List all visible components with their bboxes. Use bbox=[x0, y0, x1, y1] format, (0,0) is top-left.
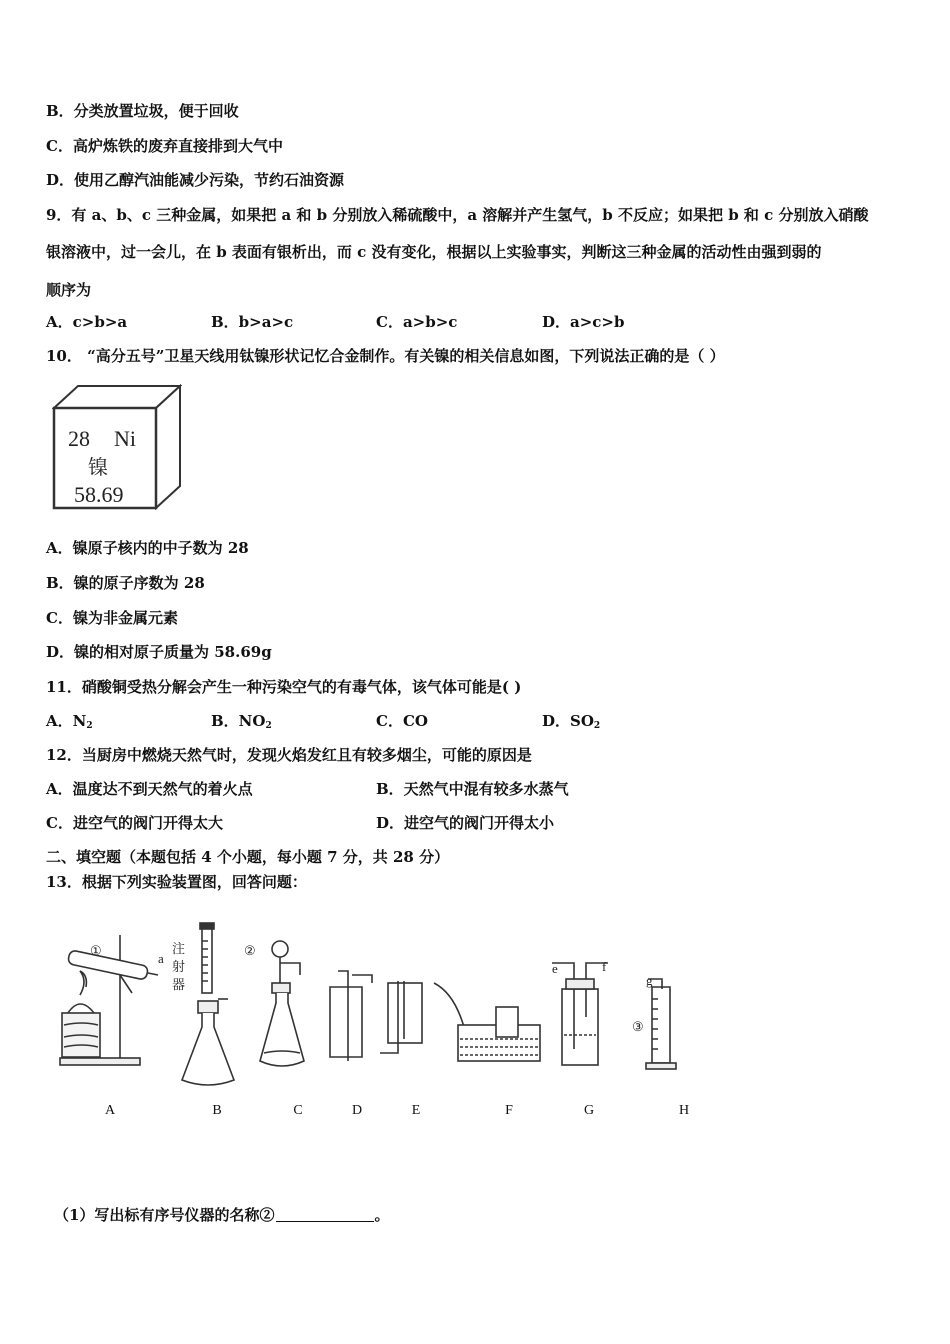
label-c: C bbox=[293, 1103, 303, 1118]
label-d: D bbox=[351, 1103, 363, 1118]
label-f: F bbox=[505, 1103, 513, 1118]
q11-option-a: A．$N_2$ bbox=[46, 712, 93, 731]
syringe-char-1: 注 bbox=[172, 941, 186, 956]
syringe-char-2: 射 bbox=[172, 959, 186, 974]
q11-option-b: B．$NO_2$ bbox=[211, 712, 272, 731]
apparatus-figure bbox=[40, 915, 720, 1095]
apparatus-c bbox=[260, 941, 304, 1066]
section-heading: 二、填空题（本题包括 4 个小题，每小题 7 分，共 28 分） bbox=[46, 848, 450, 866]
mark-f: f bbox=[602, 959, 607, 974]
q11-stem: 11．硝酸铜受热分解会产生一种污染空气的有毒气体，该气体可能是( ) bbox=[46, 678, 522, 696]
q10-option-a: A．镍原子核内的中子数为 28 bbox=[46, 539, 249, 557]
marker-1: ① bbox=[90, 943, 102, 958]
q8-option-d: D．使用乙醇汽油能减少污染，节约石油资源 bbox=[46, 171, 345, 189]
q8-option-b: B．分类放置垃圾，便于回收 bbox=[46, 102, 239, 120]
q12-option-a: A．温度达不到天然气的着火点 bbox=[46, 780, 253, 798]
q9-option-b: B．b>a>c bbox=[211, 313, 294, 331]
label-a: A bbox=[104, 1103, 116, 1118]
q13-sub1-text: （1）写出标有序号仪器的名称② bbox=[54, 1206, 275, 1224]
q12-option-c: C．进空气的阀门开得太大 bbox=[46, 814, 223, 832]
q12-option-d: D．进空气的阀门开得太小 bbox=[376, 814, 555, 832]
mark-a: a bbox=[158, 951, 164, 966]
q13-sub1 bbox=[54, 1205, 389, 1225]
q9-option-c: C．a>b>c bbox=[376, 313, 458, 331]
label-e: E bbox=[411, 1103, 421, 1118]
element-mass: 58.69 bbox=[74, 482, 124, 507]
apparatus-d bbox=[330, 971, 372, 1061]
label-g: G bbox=[583, 1103, 595, 1118]
apparatus-a bbox=[60, 935, 158, 1065]
q9-stem-line2: 银溶液中，过一会儿，在 b 表面有银析出，而 c 没有变化，根据以上实验事实，判断这三种金属的活动性由强到弱的 bbox=[46, 243, 822, 261]
q9-stem-line3: 顺序为 bbox=[46, 281, 92, 299]
q10-option-d: D．镍的相对原子质量为 58.69g bbox=[46, 643, 272, 661]
label-h: H bbox=[678, 1103, 690, 1118]
apparatus-b bbox=[182, 923, 234, 1085]
q9-option-d: D．a>c>b bbox=[542, 313, 625, 331]
q9-option-a: A．c>b>a bbox=[46, 313, 128, 331]
q10-option-b: B．镍的原子序数为 28 bbox=[46, 574, 205, 592]
element-name: 镍 bbox=[88, 457, 108, 479]
q9-stem-line1: 9．有 a、b、c 三种金属，如果把 a 和 b 分别放入稀硫酸中，a 溶解并产生氢气，b 不反应；如果把 b 和 c 分别放入硝酸 bbox=[46, 206, 869, 224]
q11-option-d: D．$SO_2$ bbox=[542, 712, 601, 731]
q12-option-b: B．天然气中混有较多水蒸气 bbox=[376, 780, 569, 798]
apparatus-f bbox=[434, 983, 540, 1061]
apparatus-h bbox=[646, 979, 676, 1069]
q10-option-c: C．镍为非金属元素 bbox=[46, 609, 178, 627]
element-symbol: Ni bbox=[114, 426, 136, 451]
marker-3: ③ bbox=[632, 1019, 644, 1034]
q13-sub1-end: 。 bbox=[374, 1206, 390, 1224]
apparatus-e bbox=[380, 981, 422, 1053]
q12-stem: 12．当厨房中燃烧天然气时，发现火焰发红且有较多烟尘，可能的原因是 bbox=[46, 746, 532, 764]
element-number: 28 bbox=[68, 426, 90, 451]
marker-2: ② bbox=[244, 943, 256, 958]
nickel-element-card bbox=[52, 384, 182, 510]
apparatus-g bbox=[552, 963, 608, 1065]
q8-option-c: C．高炉炼铁的废弃直接排到大气中 bbox=[46, 137, 283, 155]
answer-blank[interactable] bbox=[276, 1206, 374, 1222]
q11-option-c: C．CO bbox=[376, 712, 428, 730]
syringe-char-3: 器 bbox=[172, 977, 186, 992]
label-b: B bbox=[212, 1103, 222, 1118]
q13-stem: 13．根据下列实验装置图，回答问题： bbox=[46, 873, 307, 891]
mark-g: g bbox=[646, 973, 653, 988]
mark-e: e bbox=[552, 961, 558, 976]
q10-stem: 10． “高分五号”卫星天线用钛镍形状记忆合金制作。有关镍的相关信息如图，下列说法正确的是（ ） bbox=[46, 347, 725, 365]
